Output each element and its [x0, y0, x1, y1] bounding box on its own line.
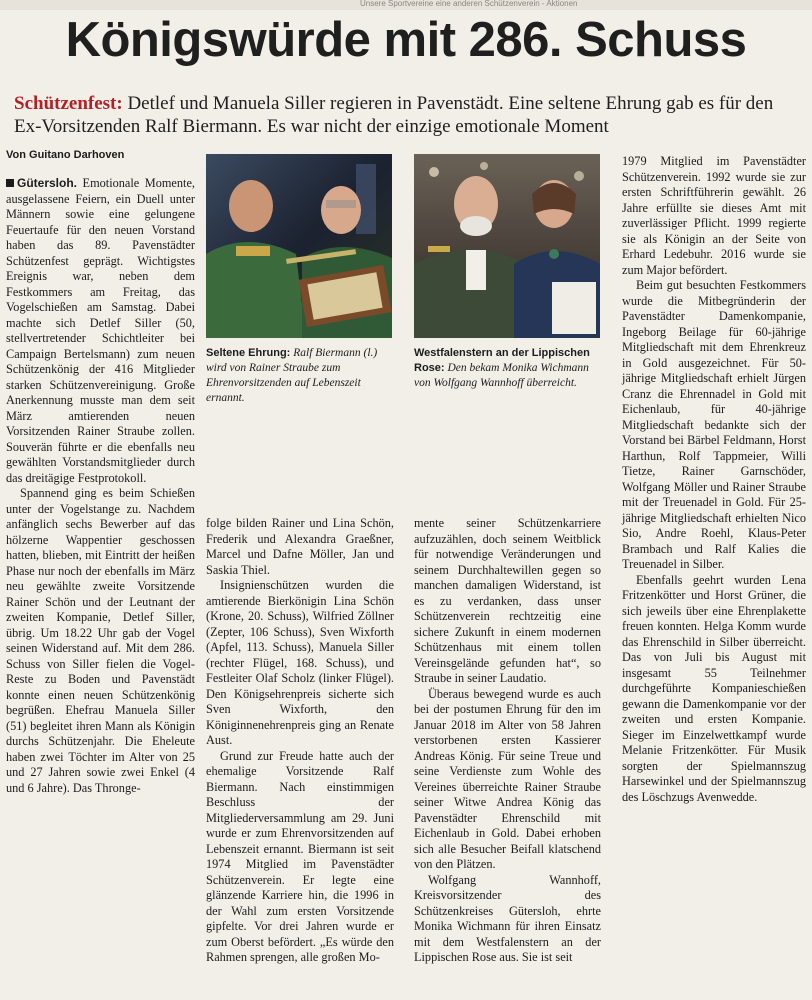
photo-caption-2: Westfalenstern an der Lippischen Rose: Den bekam Monika Wichmann von Wolfgang Wannhoff überreicht.: [414, 347, 590, 389]
dateline-marker: [6, 179, 14, 187]
photo-caption-1: Seltene Ehrung: Ralf Biermann (l.) wird von Rainer Straube zum Ehrenvorsitzenden auf Lebenszeit ernannt.: [206, 347, 378, 404]
subhead-kicker: Schützenfest:: [14, 93, 123, 114]
article-column-4: [622, 154, 806, 805]
photo-illustration: [206, 154, 392, 338]
masthead-strip: Unsere Sportvereine eine anderen Schützenverein - Aktionen: [0, 0, 812, 10]
article-column-3: [414, 516, 601, 966]
paragraph: Wolfgang Wannhoff, Kreisvorsitzender des Schützenkreises Gütersloh, ehrte Monika Wichmann für ihren Einsatz mit dem Westfalenstern an der Lippischen Rose aus. Sie ist seit: [414, 872, 601, 964]
paragraph: Insignienschützen wurden die amtierende Bierkönigin Lina Schön (Krone, 20. Schuss), Wilfried Zöllner (Zepter, 106 Schuss), Sven Wixforth (Apfel, 113. Schuss), Manuela Siller (rechter Flügel, 168. Schuss), und Festleiter Olaf Scholz (linker Flügel). Den Königsehrenpreis sicherte sich Sven Wixforth, den Königinnenehrenpreis ging an Renate Aust.: [206, 578, 394, 747]
photo-illustration: [414, 154, 600, 338]
paragraph: Beim gut besuchten Festkommers wurde die Mitbegründerin der Pavenstädter Damenkompanie, Ingeborg Beilage für 60-jährige Mitgliedschaft mit dem Ehrenkreuz in Gold ausgezeichnet. Für 50-jährige Mitgliedschaft erhielt Jürgen Cranz die Ehrennadel in Gold mit Eichenlaub, für 40-jährige Mitgliedschaft bedankte sich der Vorstand bei Bärbel Feldmann, Horst Harthun, Rolf Tappmeier, Willi Tietze, Rainer Garnschöder, Wolfgang Möller und Rainer Straube mit der Treuenadel in Gold. Für 25-jährige Mitgliedschaft erhielten Nico Sio, Andre Roehl, Klaus-Peter Brambach und Ralf Kalies die Treuenadel in Silber.: [622, 278, 806, 571]
paragraph: Grund zur Freude hatte auch der ehemalige Vorsitzende Ralf Biermann. Nach einstimmigen Beschluss der Mitgliederversammlung am 29. Juni wurde er zum Ehrenvorsitzenden auf Lebenszeit ernannt. Biermann ist seit 1974 Mitglied im Pavenstädter Schützenverein. Er legte eine glänzende Karriere hin, die 1996 in der Wahl zum ersten Vorsitzende gipfelte. Vor drei Jahren wurde er zum Oberst befördert. „Es würde den Rahmen sprengen, alle großen Mo-: [206, 748, 394, 964]
subhead-text: Detlef und Manuela Siller regieren in Pavenstädt. Eine seltene Ehrung gab es für den Ex-Vorsitzenden Ralf Biermann. Es war nicht der einzige emotionale Moment: [14, 93, 774, 137]
photo-honorary-chairman: [206, 154, 392, 338]
article-column-2: [206, 516, 394, 966]
paragraph: Überaus bewegend wurde es auch bei der postumen Ehrung für den im Januar 2018 im Alter von 58 Jahren verstorbenen ersten Kassierer Andreas König. Für seine Treue und seine Verdienste zum Wohle des Vereines überreichte Rainer Straube seiner Witwe Andrea König das Pavenstädter Ehrenschild mit Eichenlaub in Gold. Dabei erhoben sich alle Besucher Beifall klatschend von den Plätzen.: [414, 686, 601, 871]
subhead: [14, 92, 804, 138]
paragraph: folge bilden Rainer und Lina Schön, Frederik und Alexandra Graeßner, Marcel und Dafne Möller, Jan und Saskia Thiel.: [206, 516, 394, 577]
paragraph: Gütersloh. Emotionale Momente, ausgelassene Feiern, ein Duell unter Männern sowie eine gelungene Feuertaufe für den neuen Vorstand haben das 89. Pavenstädter Schützenfest geprägt. Wichtigstes Ereignis war, neben dem Festkommers am Freitag, das Vogelschießen am Samstag. Dabei machte sich Detlef Siller (50, stellvertretender Schichtleiter bei Campaign Bertelsmann) zum neuen Schützenkönig der 416 Mitglieder starken Schützenvereinigung. Große Anerkennung musste man dem seit März amtierenden neuen Vorsitzenden Rainer Straube zollen. Souverän führte er die ebenfalls neu gewählten Vorstandsmitglieder durch das dreitägige Festprotokoll.: [6, 176, 195, 485]
headline: Königswürde mit 286. Schuss: [65, 13, 747, 67]
dateline: Gütersloh.: [17, 176, 78, 190]
photo-westfalenstern: [414, 154, 600, 338]
byline: Von Guitano Darhoven: [6, 149, 125, 161]
paragraph: mente seiner Schützenkarriere aufzuzählen, doch seinem Weitblick für notwendige Veränderungen und seinem Durchhaltewillen gegen so manchen damaligen Widerstand, ist es zu verdanken, dass unser Schützenverein rechtzeitig eine sichere Zukunft in einem modernen Schützenhaus mit einem tollen Vereinsgelände gefunden hat“, so Straube in seiner Laudatio.: [414, 516, 601, 685]
paragraph: 1979 Mitglied im Pavenstädter Schützenverein. 1992 wurde sie zur ersten Schriftführerin gewählt. 26 Jahre erfüllte sie dieses Amt mit zuverlässiger Pflicht. 1999 regierte sie als Königin an der Seite von Erhard Ledebuhr. 2016 wurde sie zum Major befördert.: [622, 154, 806, 277]
paragraph: Ebenfalls geehrt wurden Lena Fritzenkötter und Horst Grüner, die sich jeweils über eine Ehrenplakette freuen konnten. Helga Komm wurde das Ehrenschild in Silber überreicht. Das von Juli bis August mit insgesamt 55 Teilnehmer durchgeführte Kompanieschießen gewann die Damenkompanie vor der zweiten und ersten Kompanie. Sieger im Einzelwettkampf wurde Melanie Fritzenkötter. Für Musik sorgten der Spielmannszug Harsewinkel und der Spielmannszug des Löschzugs Avenwedde.: [622, 572, 806, 804]
paragraph: Spannend ging es beim Schießen unter der Vogelstange zu. Nachdem anfänglich sechs Bewerber auf das hölzerne Wappentier geschossen hatten, blieben, mit Eintritt der heißen Phase nur noch der ebenfalls im März neu gewählte zweite Vorsitzende Rainer Schön und der Leutnant der zweiten Kompanie, Detlef Siller, übrig. Um 18.22 Uhr gab der Vogel seinen Widerstand auf. Mit dem 286. Schuss von Siller fielen die Vogel-Reste zu Boden und Pavenstädt konnte einen neuen Schützenkönig begrüßen. Ehefrau Manuela Siller (51) begleitet ihren Mann als Königin durchs Schützenjahr. Die Eheleute haben zwei Töchter im Alter von 25 und 27 Jahren sowie zwei Enkel (4 und 6 Jahre). Das Thronge-: [6, 486, 195, 795]
article-column-1: [6, 176, 195, 796]
